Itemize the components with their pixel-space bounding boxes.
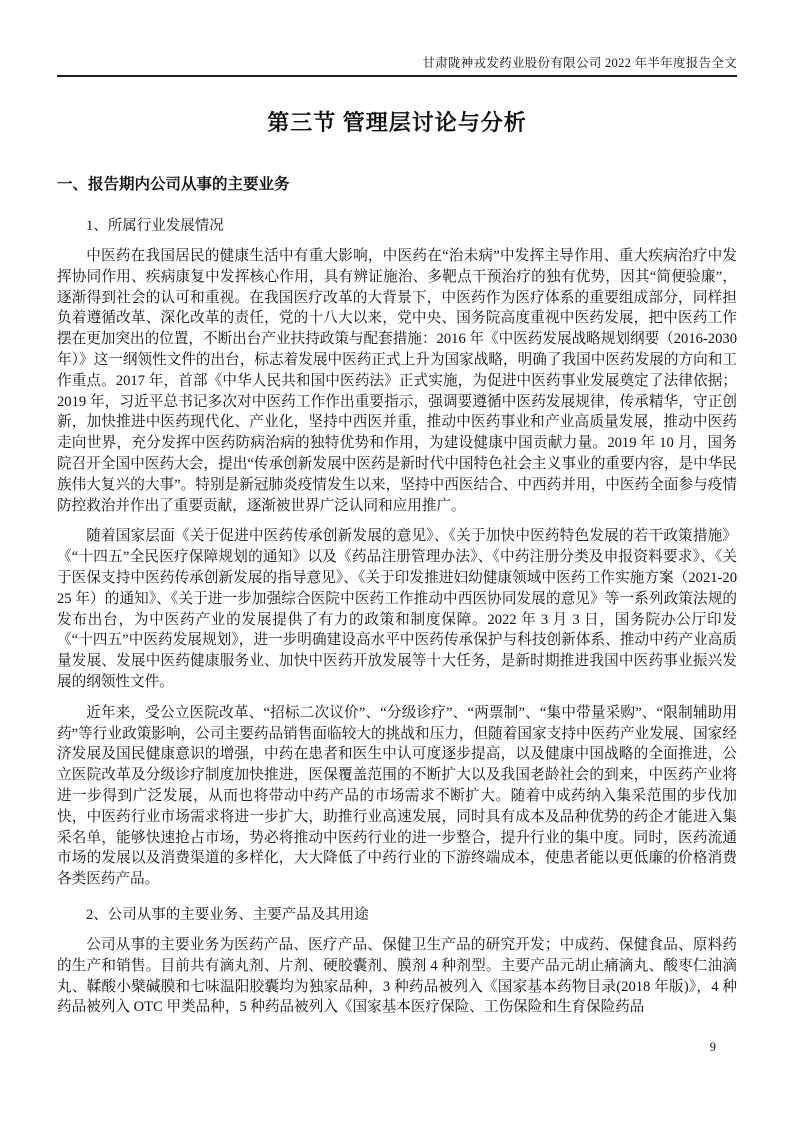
paragraph-recent-industry-trends: 近年来，受公立医院改革、“招标二次议价”、“分级诊疗”、“两票制”、“集中带量采购”、“限制辅助用药”等行业政策影响，公司主要药品销售面临较大的挑战和压力，但随着国家支持中医药产业发展、国家经济发展及国民健康意识的增强，中药在患者和医生中认可度逐步提高，以及健康中国战略的全面推进，公立医院改革及分级诊疗制度加快推进，医保覆盖范围的不断扩大以及我国老龄社会的到来，中医药产业将进一步得到广泛发展，从而也将带动中药产品的市场需求不断扩大。随着中成药纳入集采范围的步伐加快，中医药行业市场需求将进一步扩大，助推行业高速发展，同时具有成本及品种优势的药企才能进入集采名单，能够快速抢占市场，势必将推动中医药行业的进一步整合，提升行业的集中度。同时，医药流通市场的发展以及消费渠道的多样化，大大降低了中药行业的下游终端成本，使患者能以更低廉的价格消费各类医药产品。: [57, 704, 737, 888]
running-header: 甘肃陇神戎发药业股份有限公司 2022 年半年度报告全文: [57, 56, 737, 77]
paragraph-national-policies: 随着国家层面《关于促进中医药传承创新发展的意见》、《关于加快中医药特色发展的若干政策措施》《“十四五”全民医疗保障规划的通知》以及《药品注册管理办法》、《中药注册分类及申报资料要求》、《关于医保支持中医药传承创新发展的指导意见》、《关于印发推进妇幼健康领域中医药工作实施方案（2021-2025 年）的通知》、《关于进一步加强综合医院中医药工作推动中西医协同发展的意见》等一系列政策法规的发布出台，为中医药产业的发展提供了有力的政策和制度保障。2022 年 3 月 3 日，国务院办公厅印发《“十四五”中医药发展规划》，进一步明确建设高水平中医药传承保护与科技创新体系、推动中药产业高质量发展、发展中医药健康服务业、加快中医药开放发展等十大任务，是新时期推进我国中医药事业振兴发展的纲领性文件。: [57, 528, 737, 690]
chapter-title: 第三节 管理层讨论与分析: [267, 110, 527, 135]
paragraph-main-business-products: 公司从事的主要业务为医药产品、医疗产品、保健卫生产品的研究开发；中成药、保健食品、原料药的生产和销售。目前共有滴丸剂、片剂、硬胶囊剂、膜剂 4 种剂型。主要产品元胡止痛滴丸、酸枣仁油滴丸、鞣酸小檗碱膜和七味温阳胶囊均为独家品种，3 种药品被列入《国家基本药物目录(2018 年版)》，4 种药品被列入 OTC 甲类品种，5 种药品被列入《国家基本医疗保险、工伤保险和生育保险药品: [57, 936, 737, 1016]
subsection-heading-industry-development: 1、所属行业发展情况: [86, 218, 224, 234]
section-heading-main-business: 一、报告期内公司从事的主要业务: [57, 176, 290, 193]
page-body: [57, 108, 737, 1018]
paragraph-industry-overview: 中医药在我国居民的健康生活中有重大影响，中医药在“治未病”中发挥主导作用、重大疾病治疗中发挥协同作用、疾病康复中发挥核心作用，具有辨证施治、多靶点干预治疗的独有优势，因其“简便验廉”，逐渐得到社会的认可和重视。在我国医疗改革的大背景下，中医药作为医疗体系的重要组成部分，同样担负着遵循改革、深化改革的责任，党的十八大以来，党中央、国务院高度重视中医药发展，把中医药工作摆在更加突出的位置，不断出台产业扶持政策与配套措施：2016 年《中医药发展战略规划纲要（2016-2030 年）》这一纲领性文件的出台，标志着发展中医药正式上升为国家战略，明确了我国中医药发展的方向和工作重点。2017 年，首部《中华人民共和国中医药法》正式实施，为促进中医药事业发展奠定了法律依据；2019 年，习近平总书记多次对中医药工作作出重要指示，强调要遵循中医药发展规律，传承精华，守正创新，加快推进中医药现代化、产业化，坚持中西医并重，推动中医药事业和产业高质量发展，推动中医药走向世界，充分发挥中医药防病治病的独特优势和作用，为建设健康中国贡献力量。2019 年 10 月，国务院召开全国中医药大会，提出“传承创新发展中医药是新时代中国特色社会主义事业的重要内容，是中华民族伟大复兴的大事”。特别是新冠肺炎疫情发生以来，坚持中西医结合、中西药并用，中医药全面参与疫情防控救治并作出了重要贡献，逐渐被世界广泛认同和应用推广。: [57, 248, 737, 514]
page-number: 9: [709, 1040, 716, 1054]
subsection-heading-main-products: 2、公司从事的主要业务、主要产品及其用途: [86, 906, 369, 923]
